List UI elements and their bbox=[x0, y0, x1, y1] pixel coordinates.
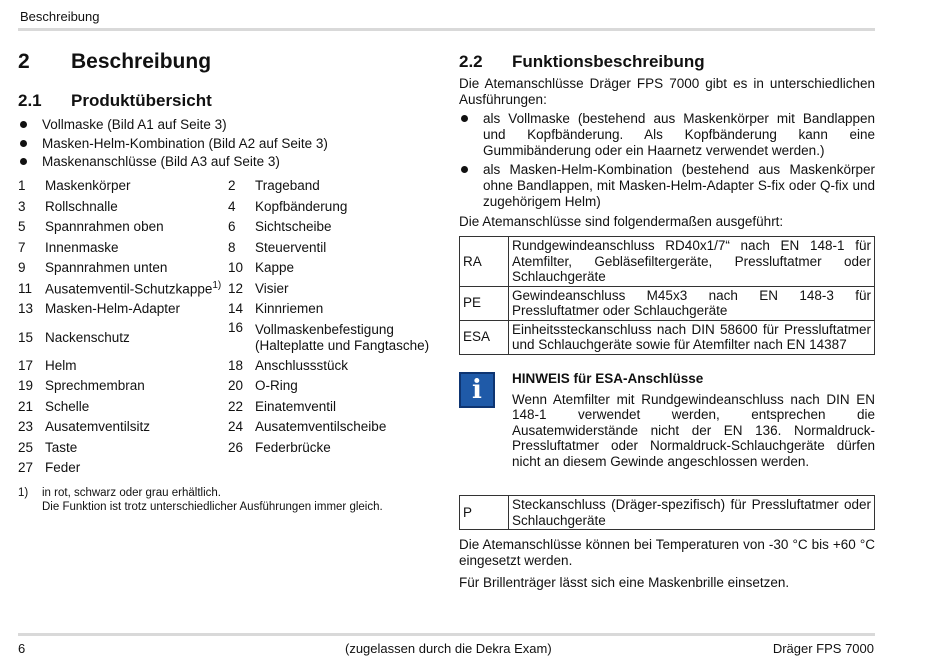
product-bullet-list bbox=[18, 116, 433, 172]
table-row: 1 Maskenkörper 2 Trageband bbox=[18, 178, 320, 194]
table-row: 9 Spannrahmen unten 10 Kappe bbox=[18, 260, 295, 276]
table-row: 19 Sprechmembran 20 O-Ring bbox=[18, 378, 298, 394]
bullet-item: als Vollmaske (bestehend aus Maskenkörper mit Bandlappen und Kopfbänderung. Als Kopfbänderung kann eine Gummibänderung oder ein Haarnetz verwendet werden.) bbox=[459, 111, 875, 159]
table-row bbox=[460, 320, 875, 354]
left-column bbox=[18, 50, 433, 514]
bullet-icon bbox=[461, 166, 468, 173]
connector-code: ESA bbox=[460, 320, 509, 354]
bullet-icon bbox=[20, 140, 27, 147]
table-row: 23 Ausatemventilsitz 24 Ausatemventilscheibe bbox=[18, 419, 387, 435]
bullet-item: Vollmaske (Bild A1 auf Seite 3) bbox=[18, 116, 433, 135]
variant-bullet-list bbox=[459, 111, 875, 210]
table-row: 25 Taste 26 Federbrücke bbox=[18, 439, 331, 455]
bullet-icon bbox=[20, 158, 27, 165]
table-row: 21 Schelle 22 Einatemventil bbox=[18, 398, 337, 414]
footer-product: Dräger FPS 7000 bbox=[772, 641, 874, 656]
glasses-paragraph: Für Brillenträger lässt sich eine Maskenbrille einsetzen. bbox=[459, 575, 790, 590]
info-icon: i bbox=[459, 372, 495, 408]
table-row: 3 Rollschnalle 4 Kopfbänderung bbox=[18, 198, 348, 214]
header-rule bbox=[18, 28, 875, 31]
connector-desc: Gewindeanschluss M45x3 nach EN 148-3 für Pressluftatmer oder Schlauchgeräte bbox=[509, 286, 875, 320]
note-text: Wenn Atemfilter mit Rundgewindeanschluss nach DIN EN 148-1 verwendet werden, entsprechen die Ausatemwiderstände nicht der EN 136. Normaldruck-Pressluftatmer oder Normaldruck-Schlauchgeräte dürfen nicht an diesem Gewinde angeschlossen werden. bbox=[512, 391, 875, 469]
table-row: 5 Spannrahmen oben 6 Sichtscheibe bbox=[18, 219, 332, 235]
table-row: 27 Feder bbox=[18, 460, 81, 476]
connector-desc: Steckanschluss (Dräger-spezifisch) für Pressluftatmer oder Schlauchgeräte bbox=[509, 496, 875, 530]
note-title: HINWEIS für ESA-Anschlüsse bbox=[512, 370, 704, 386]
bullet-item: Maskenanschlüsse (Bild A3 auf Seite 3) bbox=[18, 153, 433, 172]
table-row: 15 Nackenschutz 16 Vollmaskenbefestigung (Halteplatte und Fangtasche) bbox=[18, 320, 430, 353]
connector-desc: Einheitssteckanschluss nach DIN 58600 für Pressluftatmer und Schlauchgeräte sowie für Atemfilter nach EN 14387 bbox=[509, 320, 875, 354]
section-title: Produktübersicht bbox=[71, 91, 212, 110]
section-number: 2.2 bbox=[459, 52, 483, 71]
connector-code: P bbox=[460, 496, 509, 530]
chapter-heading bbox=[18, 50, 433, 74]
footnote-ref: 1) bbox=[212, 280, 222, 291]
section-2-1-heading bbox=[18, 91, 433, 111]
bullet-item: Masken-Helm-Kombination (Bild A2 auf Seite 3) bbox=[18, 135, 433, 154]
footnote: 1) in rot, schwarz oder grau erhältlich. Die Funktion ist trotz unterschiedlicher Ausführungen immer gleich. bbox=[18, 487, 383, 513]
intro-paragraph: Die Atemanschlüsse Dräger FPS 7000 gibt es in unterschiedlichen Ausführungen: bbox=[459, 76, 875, 107]
lead-paragraph: Die Atemanschlüsse sind folgendermaßen ausgeführt: bbox=[459, 214, 784, 229]
bullet-icon bbox=[20, 121, 27, 128]
section-2-2-heading bbox=[459, 52, 875, 72]
bullet-item: als Masken-Helm-Kombination (bestehend aus Maskenkörper ohne Bandlappen, mit Masken-Helm-Adapter S-fix oder Q-fix und zugehörigem Helm) bbox=[459, 162, 875, 210]
table-row: 13 Masken-Helm-Adapter 14 Kinnriemen bbox=[18, 301, 324, 317]
connector-table bbox=[459, 236, 875, 355]
table-row bbox=[460, 237, 875, 287]
table-row: 7 Innenmaske 8 Steuerventil bbox=[18, 239, 327, 255]
connector-desc: Rundgewindeanschluss RD40x1/7“ nach EN 148-1 für Atemfilter, Gebläsefiltergeräte, Pressluftatmer oder Schlauchgeräte bbox=[509, 237, 875, 287]
bullet-icon bbox=[461, 115, 468, 122]
table-row: 11 Ausatemventil-Schutzkappe$^{1)}$ 12 Visier bbox=[18, 280, 289, 297]
parts-table bbox=[18, 176, 429, 479]
chapter-title: Beschreibung bbox=[71, 50, 212, 73]
footer-rule bbox=[18, 633, 875, 636]
note-box bbox=[459, 370, 875, 470]
footnote-marker: 1) bbox=[18, 487, 29, 499]
table-row bbox=[460, 496, 875, 530]
page-number: 6 bbox=[18, 641, 26, 656]
running-header: Beschreibung bbox=[20, 9, 100, 24]
table-row bbox=[460, 286, 875, 320]
temperature-paragraph: Die Atemanschlüsse können bei Temperaturen von -30 °C bis +60 °C eingesetzt werden. bbox=[459, 537, 875, 568]
section-title: Funktionsbeschreibung bbox=[512, 52, 705, 71]
table-row: 17 Helm 18 Anschlussstück bbox=[18, 357, 349, 373]
connector-table-p bbox=[459, 495, 875, 530]
section-number: 2.1 bbox=[18, 91, 42, 110]
footer-approval: (zugelassen durch die Dekra Exam) bbox=[345, 641, 552, 656]
chapter-number: 2 bbox=[18, 50, 30, 73]
connector-code: PE bbox=[460, 286, 509, 320]
connector-code: RA bbox=[460, 237, 509, 287]
right-column bbox=[459, 52, 875, 591]
